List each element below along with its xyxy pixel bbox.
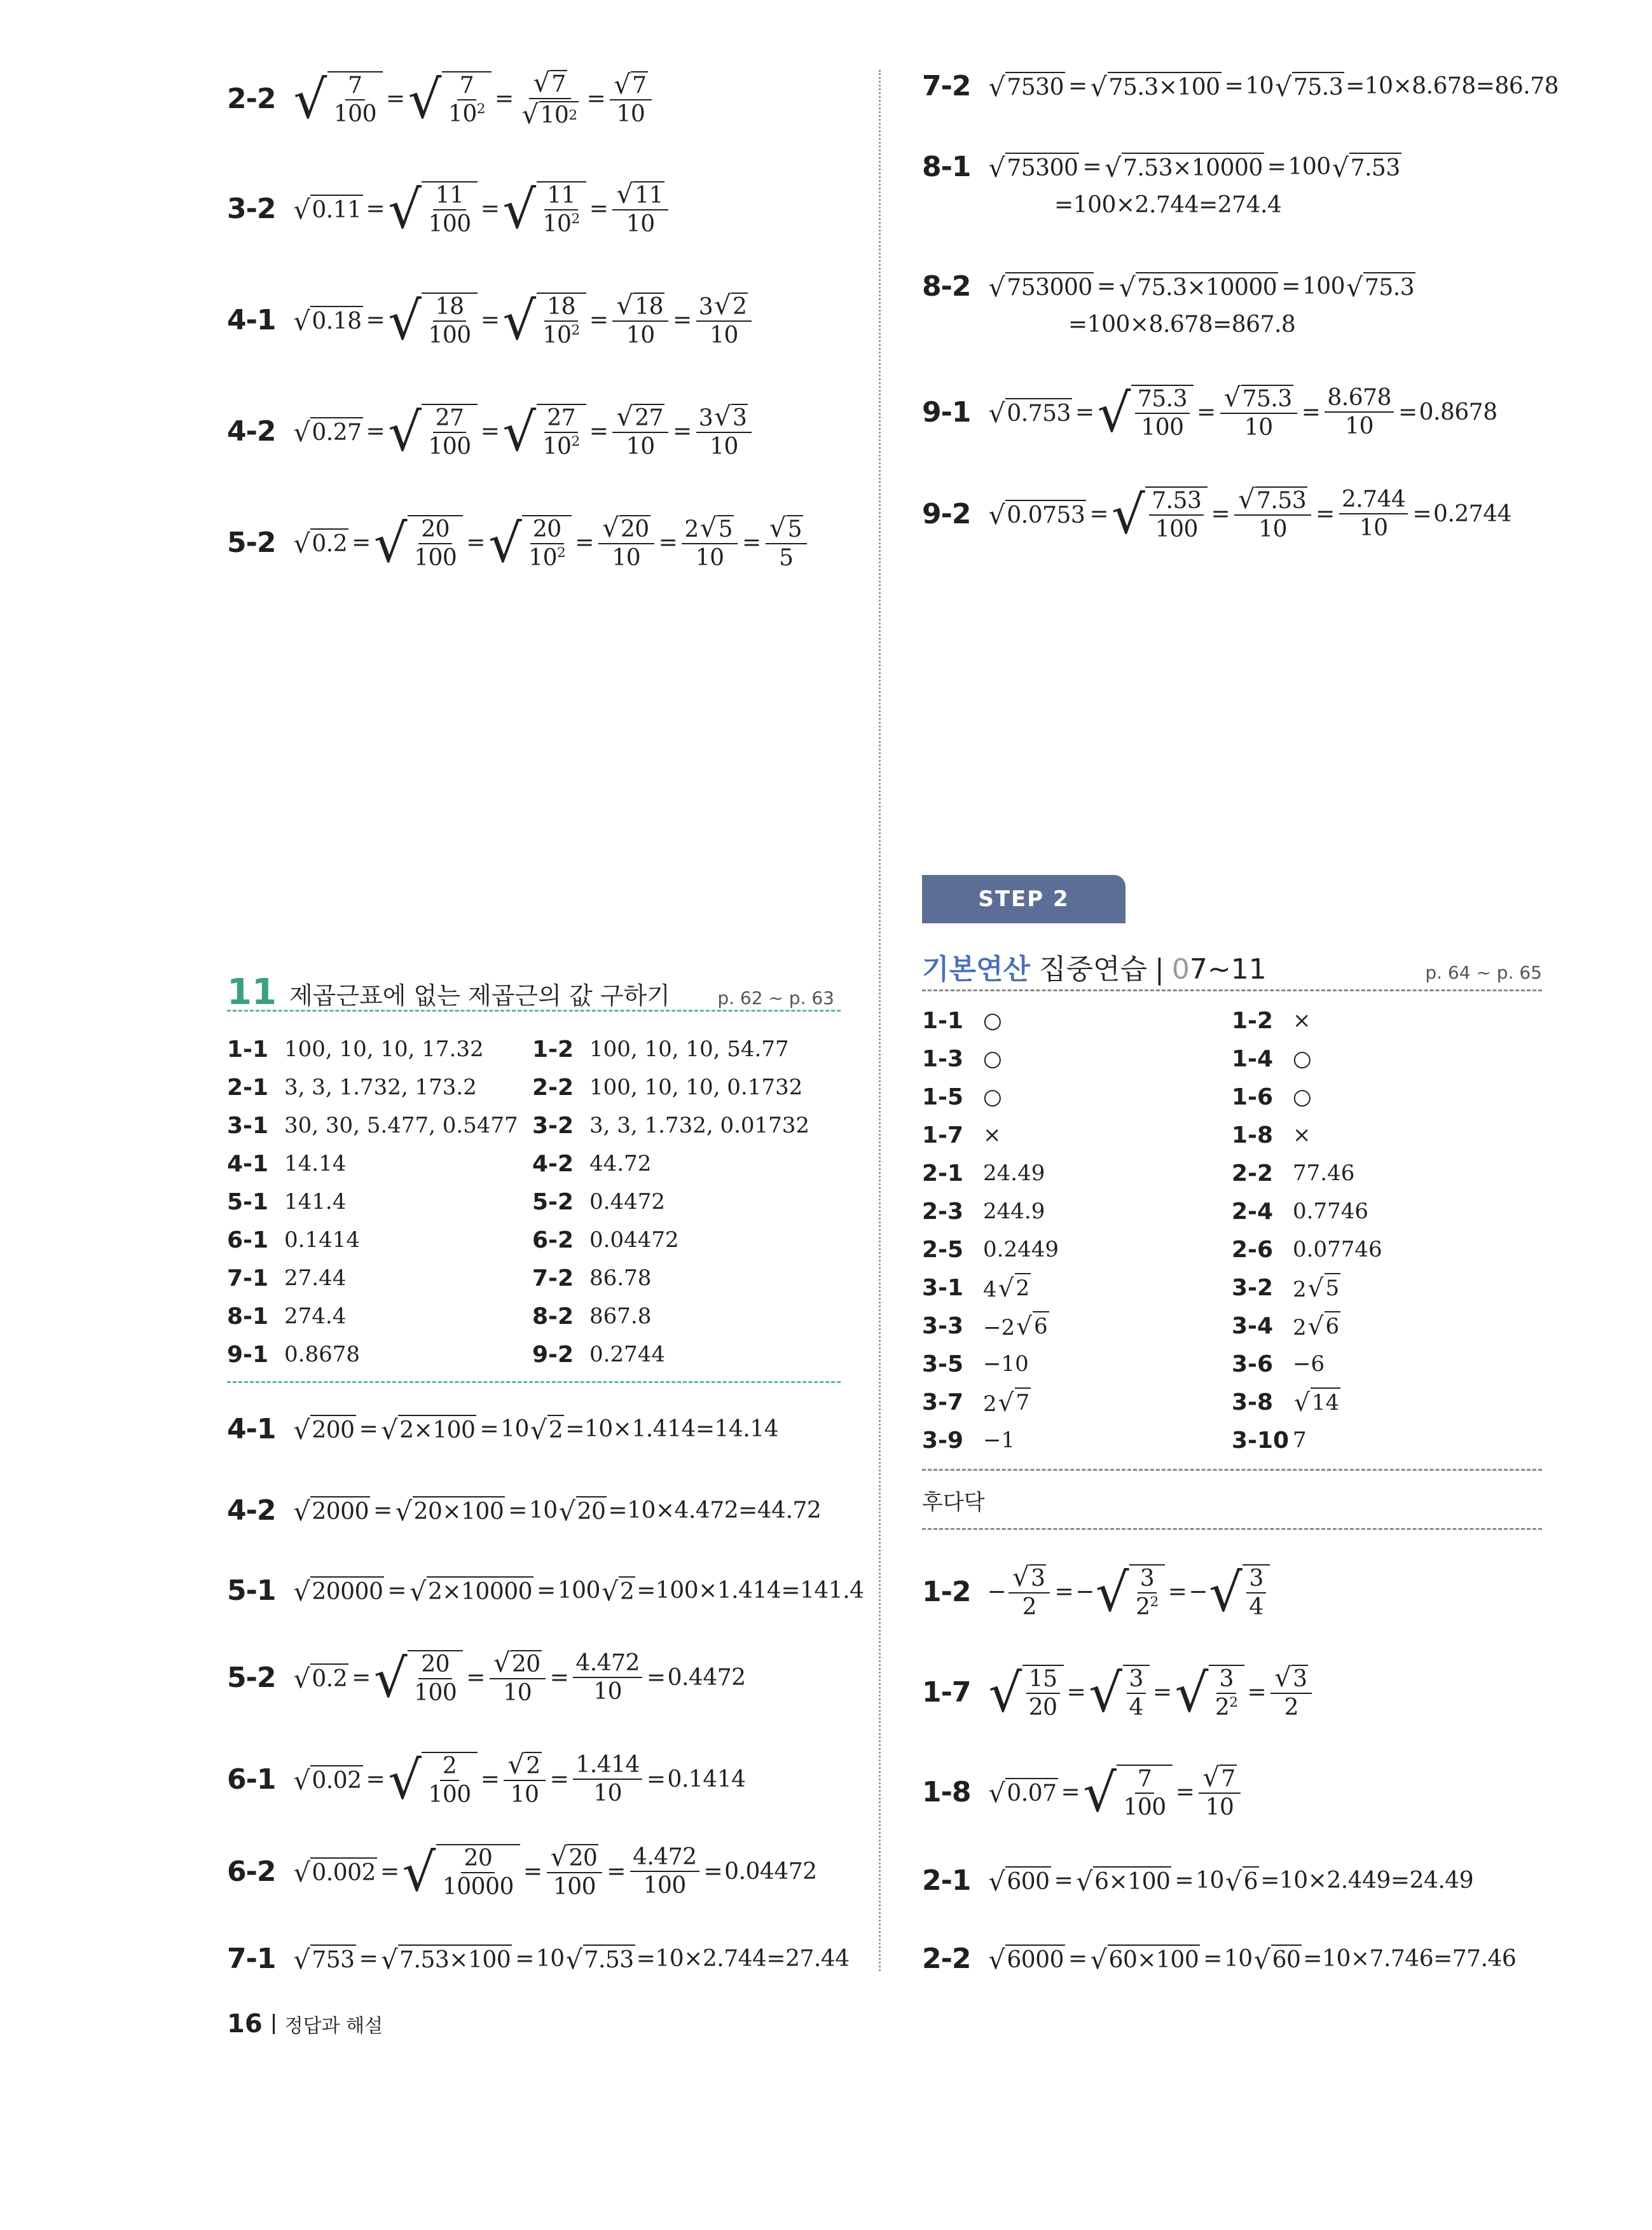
answer-key: 2-3 <box>922 1198 964 1225</box>
equation: √ $\frac{7}{100}$ = √ $\frac{7}{10^2}$ = √ 7 √ 10 2 = √ 7 10 <box>293 70 654 128</box>
equation: √ 200 = √ 2×100 = 10 √ 2 =10×1.414=14.14 <box>293 1414 779 1445</box>
answer-key: 3-3 <box>922 1312 964 1339</box>
answer-key: 4-1 <box>227 1150 269 1177</box>
equation: √ 7530 = √ 75.3×100 = 10 √ 75.3 =10×8.678=86.78 <box>988 71 1559 102</box>
solution-1-2-detail <box>922 1561 1271 1623</box>
solution-8-2 <box>922 270 1417 303</box>
answer-value: −6 <box>1293 1351 1325 1377</box>
answer-value: 24.49 <box>983 1160 1045 1186</box>
answer-cell <box>922 1428 1232 1454</box>
answer-row <box>227 1106 841 1145</box>
answer-row <box>227 1030 841 1068</box>
problem-number: 2-2 <box>227 83 276 116</box>
answer-row <box>922 1269 1542 1307</box>
equation: √ 0.0753 = √ $\frac{7.53}{100}$ = √ 7.53 10 = $\frac{2.744}{10}$ = 0.2744 <box>988 483 1512 546</box>
step-2-answers <box>922 1001 1542 1459</box>
answer-value: ○ <box>983 1008 1002 1033</box>
equation: √ 0.11 = √ $\frac{11}{100}$ = √ $\frac{11}{10^2}$ = √ 11 10 <box>293 181 671 237</box>
answer-value: 0.04472 <box>589 1227 679 1253</box>
equation-tail: =100×1.414=141.4 <box>637 1578 864 1604</box>
section-number: 11 <box>227 972 277 1013</box>
answer-key: 2-2 <box>1232 1160 1274 1187</box>
answer-key: 8-1 <box>227 1303 269 1330</box>
answer-cell <box>227 1151 532 1177</box>
answer-value: 2 √ 5 <box>1293 1274 1340 1303</box>
problem-number: 4-2 <box>227 1494 276 1527</box>
answer-key: 2-1 <box>922 1160 964 1187</box>
equation: √ 6000 = √ 60×100 = 10 √ 60 =10×7.746=77.46 <box>988 1944 1517 1975</box>
answer-value: 2 √ 7 <box>983 1388 1030 1417</box>
answer-key: 6-1 <box>227 1227 269 1253</box>
answer-key: 1-2 <box>532 1036 574 1063</box>
answer-value: 100, 10, 10, 54.77 <box>589 1036 789 1062</box>
answer-value: 27.44 <box>284 1265 347 1291</box>
answer-cell <box>1232 1084 1541 1110</box>
equation-tail: =10×2.449=24.49 <box>1260 1868 1474 1894</box>
answer-cell <box>1232 1199 1541 1225</box>
page-range: p. 64 ~ p. 65 <box>1425 962 1542 983</box>
answer-key: 2-5 <box>922 1236 964 1263</box>
answer-value: 2 √ 6 <box>1293 1312 1340 1341</box>
problem-number: 4-1 <box>227 303 276 336</box>
solution-5-2 <box>227 512 809 574</box>
followup-section <box>922 1469 1542 1530</box>
answer-cell <box>227 1036 532 1063</box>
answer-value: ○ <box>983 1084 1002 1110</box>
answer-cell <box>922 1008 1232 1034</box>
title-text: 집중연습 <box>1039 953 1148 986</box>
answer-row <box>922 1078 1542 1116</box>
solution-6-1-detail <box>227 1749 746 1811</box>
answer-key: 1-3 <box>922 1045 964 1072</box>
answer-value: 7 <box>1293 1428 1307 1453</box>
answer-value: 100, 10, 10, 17.32 <box>284 1036 484 1062</box>
answer-key: 1-5 <box>922 1084 964 1110</box>
answer-cell <box>1232 1273 1541 1302</box>
problem-number: 7-2 <box>922 70 971 102</box>
answer-cell <box>1232 1122 1541 1148</box>
answer-cell <box>227 1113 532 1139</box>
answer-value: 0.4472 <box>589 1189 665 1215</box>
answer-key: 1-1 <box>922 1007 964 1034</box>
solution-4-1 <box>227 289 754 352</box>
answer-cell <box>227 1265 532 1291</box>
equation: √ 0.07 = √ $\frac{7}{100}$ = √ 7 10 <box>988 1765 1243 1820</box>
answer-cell <box>532 1075 837 1101</box>
equation: √ $\frac{15}{20}$ = √ $\frac{3}{4}$ = √ $\frac{3}{2^2}$ = √ 3 2 <box>988 1665 1315 1720</box>
solution-8-2-line2 <box>1068 312 1295 338</box>
answer-value: 244.9 <box>983 1199 1045 1224</box>
footer-label: 정답과 해설 <box>284 2015 383 2037</box>
answer-row <box>922 1230 1542 1269</box>
answer-value: 274.4 <box>284 1304 347 1329</box>
answer-value: 0.1414 <box>284 1227 360 1253</box>
equation-tail: =10×4.472=44.72 <box>608 1497 822 1524</box>
answer-cell <box>1232 1008 1541 1034</box>
answer-value: ○ <box>983 1046 1002 1071</box>
answer-cell <box>227 1304 532 1330</box>
column-divider <box>879 70 881 1971</box>
answer-cell <box>1232 1351 1541 1377</box>
answer-row <box>227 1335 841 1373</box>
solution-1-7-detail <box>922 1662 1314 1724</box>
answer-cell <box>227 1227 532 1253</box>
answer-key: 2-2 <box>532 1074 574 1101</box>
answer-row <box>922 1116 1542 1154</box>
answer-cell <box>532 1227 837 1253</box>
answer-cell <box>922 1084 1232 1110</box>
equation-tail: =10×2.744=27.44 <box>636 1946 850 1972</box>
equation: √ 0.2 = √ $\frac{20}{100}$ = √ 20 10 = $\frac{4.472}{10}$ = 0.4472 <box>293 1647 746 1709</box>
answer-value: ○ <box>1293 1084 1312 1110</box>
equation: √ 0.2 = √ $\frac{20}{100}$ = √ $\frac{20}{10^2}$ = √ 20 10 = 2 √ 5 10 = √ 5 5 <box>293 515 809 570</box>
answer-cell <box>1232 1387 1541 1417</box>
answer-cell <box>922 1351 1232 1377</box>
answer-key: 3-2 <box>532 1112 574 1139</box>
answer-cell <box>922 1387 1232 1417</box>
section-title: 제곱근표에 없는 제곱근의 값 구하기 <box>289 982 670 1010</box>
step-badge: STEP 2 <box>922 875 1125 923</box>
equation: √ 0.02 = √ $\frac{2}{100}$ = √ 2 10 = $\frac{1.414}{10}$ = 0.1414 <box>293 1749 746 1811</box>
answer-key: 3-2 <box>1232 1274 1274 1301</box>
equation: √ 2000 = √ 20×100 = 10 √ 20 =10×4.472=44.72 <box>293 1496 822 1527</box>
answer-cell <box>1232 1237 1541 1263</box>
answer-cell <box>532 1342 837 1368</box>
solution-6-2-detail <box>227 1841 817 1903</box>
problem-number: 8-2 <box>922 270 971 303</box>
answer-row <box>227 1297 841 1335</box>
solution-4-1-detail <box>227 1413 778 1445</box>
answer-value: 30, 30, 5.477, 0.5477 <box>284 1113 518 1138</box>
answer-key: 7-1 <box>227 1265 269 1291</box>
answer-value: 867.8 <box>589 1304 652 1329</box>
problem-number: 4-1 <box>227 1413 276 1445</box>
equation: √ 753000 = √ 75.3×10000 = 100 √ 75.3 <box>988 272 1415 303</box>
title-divider: | <box>1155 953 1164 986</box>
answer-key: 7-2 <box>532 1265 574 1291</box>
solution-7-1-detail <box>227 1943 850 1975</box>
problem-number: 5-2 <box>227 1661 276 1694</box>
answer-key: 6-2 <box>532 1227 574 1253</box>
solution-7-2 <box>922 70 1559 102</box>
answer-value: 0.7746 <box>1293 1199 1368 1224</box>
answer-cell <box>1232 1160 1541 1187</box>
equation: √ 0.002 = √ $\frac{20}{10000}$ = √ 20 100 = $\frac{4.472}{100}$ = 0.04472 <box>293 1841 817 1903</box>
answer-key: 3-5 <box>922 1351 964 1377</box>
answer-row <box>922 1383 1542 1421</box>
answer-value: −2 √ 6 <box>983 1312 1048 1341</box>
answer-row <box>227 1259 841 1297</box>
problem-number: 7-1 <box>227 1943 276 1975</box>
answer-value: 4 √ 2 <box>983 1274 1030 1303</box>
problem-number: 1-2 <box>922 1575 971 1608</box>
solution-8-1 <box>922 151 1403 183</box>
equation-tail: =10×1.414=14.14 <box>565 1416 779 1442</box>
section-11-answers <box>227 1030 841 1383</box>
solution-9-2 <box>922 483 1512 546</box>
equation: √ 75300 = √ 7.53×10000 = 100 √ 7.53 <box>988 152 1400 183</box>
problem-number: 9-1 <box>922 396 971 429</box>
answer-cell <box>532 1036 837 1063</box>
answer-key: 3-7 <box>922 1389 964 1415</box>
answer-value: √ 14 <box>1294 1388 1340 1417</box>
equation-line: =100×2.744=274.4 <box>1054 192 1282 218</box>
equation-tail: =10×8.678=86.78 <box>1346 73 1559 99</box>
problem-number: 6-1 <box>227 1763 276 1796</box>
solution-1-8-detail <box>922 1761 1243 1824</box>
answer-key: 1-7 <box>922 1122 964 1148</box>
footer-divider <box>273 2014 275 2034</box>
section-11-header <box>227 972 841 1012</box>
problem-number: 5-1 <box>227 1574 276 1607</box>
problem-number: 9-2 <box>922 497 971 530</box>
answer-row <box>227 1145 841 1183</box>
answer-row <box>227 1183 841 1221</box>
equation-line: =100×8.678=867.8 <box>1068 312 1296 338</box>
equation: √ 0.18 = √ $\frac{18}{100}$ = √ $\frac{18}{10^2}$ = √ 18 10 = 3 √ 2 10 <box>293 293 755 348</box>
equation: √ 0.27 = √ $\frac{27}{100}$ = √ $\frac{27}{10^2}$ = √ 27 10 = 3 √ 3 10 <box>293 404 755 459</box>
answer-row <box>922 1421 1542 1459</box>
answer-key: 1-4 <box>1232 1045 1274 1072</box>
answer-key: 3-8 <box>1232 1389 1274 1415</box>
problem-number: 1-7 <box>922 1676 971 1709</box>
problem-number: 4-2 <box>227 415 276 448</box>
answer-row <box>922 1345 1542 1383</box>
answer-cell <box>922 1199 1232 1225</box>
answer-key: 1-6 <box>1232 1084 1274 1110</box>
answer-cell <box>922 1273 1232 1302</box>
answer-row <box>922 1040 1542 1078</box>
problem-number: 2-1 <box>922 1864 971 1897</box>
answer-cell <box>922 1122 1232 1148</box>
problem-number: 2-2 <box>922 1943 971 1975</box>
answer-value: 100, 10, 10, 0.1732 <box>589 1075 803 1100</box>
answer-cell <box>227 1189 532 1215</box>
answer-value: 0.8678 <box>284 1342 360 1367</box>
equation: √ 600 = √ 6×100 = 10 √ 6 =10×2.449=24.49 <box>988 1866 1474 1897</box>
answer-key: 5-1 <box>227 1188 269 1215</box>
equation: √ 0.753 = √ $\frac{75.3}{100}$ = √ 75.3 10 = $\frac{8.678}{10}$ = 0.8678 <box>988 382 1497 444</box>
answer-cell <box>1232 1046 1541 1072</box>
answer-cell <box>532 1189 837 1215</box>
answer-key: 2-4 <box>1232 1198 1274 1225</box>
answer-cell <box>922 1046 1232 1072</box>
solution-2-2-detail <box>922 1943 1516 1975</box>
answer-key: 8-2 <box>532 1303 574 1330</box>
problem-number: 1-8 <box>922 1775 971 1808</box>
answer-value: 77.46 <box>1293 1160 1355 1186</box>
answer-cell <box>532 1113 837 1139</box>
solution-4-2 <box>227 401 754 463</box>
answer-key: 3-9 <box>922 1427 964 1454</box>
answer-row <box>227 1068 841 1106</box>
answer-key: 9-2 <box>532 1341 574 1368</box>
answer-key: 5-2 <box>532 1188 574 1215</box>
answer-cell <box>532 1304 837 1330</box>
step-2-title <box>922 946 1542 991</box>
problem-number: 5-2 <box>227 526 276 559</box>
solution-5-2-detail <box>227 1647 746 1709</box>
answer-cell <box>227 1075 532 1101</box>
equation: √ 20000 = √ 2×10000 = 100 √ 2 =100×1.414=141.4 <box>293 1576 864 1607</box>
solution-2-2 <box>227 67 654 131</box>
answer-cell <box>532 1265 837 1291</box>
page-footer <box>227 2009 383 2039</box>
answer-key: 3-4 <box>1232 1312 1274 1339</box>
answer-key: 3-6 <box>1232 1351 1274 1377</box>
answer-row <box>227 1221 841 1259</box>
answer-value: 86.78 <box>589 1265 652 1291</box>
answer-cell <box>1232 1428 1541 1454</box>
answer-value: 0.2449 <box>983 1237 1059 1262</box>
answer-value: 44.72 <box>589 1151 652 1176</box>
answer-key: 9-1 <box>227 1341 269 1368</box>
page-number: 16 <box>227 2009 263 2039</box>
solution-5-1-detail <box>227 1574 864 1607</box>
followup-label: 후다닥 <box>922 1490 985 1515</box>
problem-number: 3-2 <box>227 192 276 225</box>
answer-cell <box>922 1311 1232 1340</box>
equation: √ 753 = √ 7.53×100 = 10 √ 7.53 =10×2.744=27.44 <box>293 1944 850 1975</box>
answer-key: 3-10 <box>1232 1427 1290 1454</box>
answer-value: 3, 3, 1.732, 173.2 <box>284 1075 477 1100</box>
answer-cell <box>922 1160 1232 1187</box>
answer-key: 2-1 <box>227 1074 269 1101</box>
answer-cell <box>922 1237 1232 1263</box>
answer-row <box>922 1192 1542 1230</box>
answer-cell <box>1232 1311 1541 1340</box>
solution-9-1 <box>922 382 1497 444</box>
answer-key: 2-6 <box>1232 1236 1274 1263</box>
problem-number: 8-1 <box>922 151 971 183</box>
answer-value: 0.2744 <box>589 1342 665 1367</box>
solution-8-1-line2 <box>1054 192 1281 218</box>
page-range: p. 62 ~ p. 63 <box>717 988 834 1008</box>
solution-2-1-detail <box>922 1864 1473 1897</box>
equation: − √ 3 2 = − √ $\frac{3}{2^2}$ = − √ $\frac{3}{4}$ <box>988 1564 1271 1620</box>
answer-key: 1-2 <box>1232 1007 1274 1034</box>
problem-number: 6-2 <box>227 1855 276 1888</box>
answer-value: 3, 3, 1.732, 0.01732 <box>589 1113 810 1138</box>
answer-value: 0.07746 <box>1293 1237 1382 1262</box>
answer-key: 4-2 <box>532 1150 574 1177</box>
answer-value: × <box>1293 1122 1311 1148</box>
answer-value: −1 <box>983 1428 1015 1453</box>
title-highlight: 기본연산 <box>922 953 1031 986</box>
answer-value: 141.4 <box>284 1189 347 1215</box>
answer-value: × <box>1293 1008 1311 1033</box>
answer-key: 1-1 <box>227 1036 269 1063</box>
answer-row <box>922 1307 1542 1345</box>
answer-cell <box>532 1151 837 1177</box>
title-range: 07~11 <box>1171 953 1267 986</box>
answer-value: 14.14 <box>284 1151 347 1176</box>
answer-row <box>922 1154 1542 1192</box>
answer-value: ○ <box>1293 1046 1312 1071</box>
answer-cell <box>227 1342 532 1368</box>
solution-4-2-detail <box>227 1494 821 1527</box>
answer-value: −10 <box>983 1351 1029 1377</box>
answer-value: × <box>983 1122 1002 1148</box>
answer-key: 1-8 <box>1232 1122 1274 1148</box>
answer-row <box>922 1001 1542 1040</box>
answer-key: 3-1 <box>922 1274 964 1301</box>
answer-key: 3-1 <box>227 1112 269 1139</box>
equation-tail: =10×7.746=77.46 <box>1303 1946 1517 1972</box>
solution-3-2 <box>227 178 671 240</box>
